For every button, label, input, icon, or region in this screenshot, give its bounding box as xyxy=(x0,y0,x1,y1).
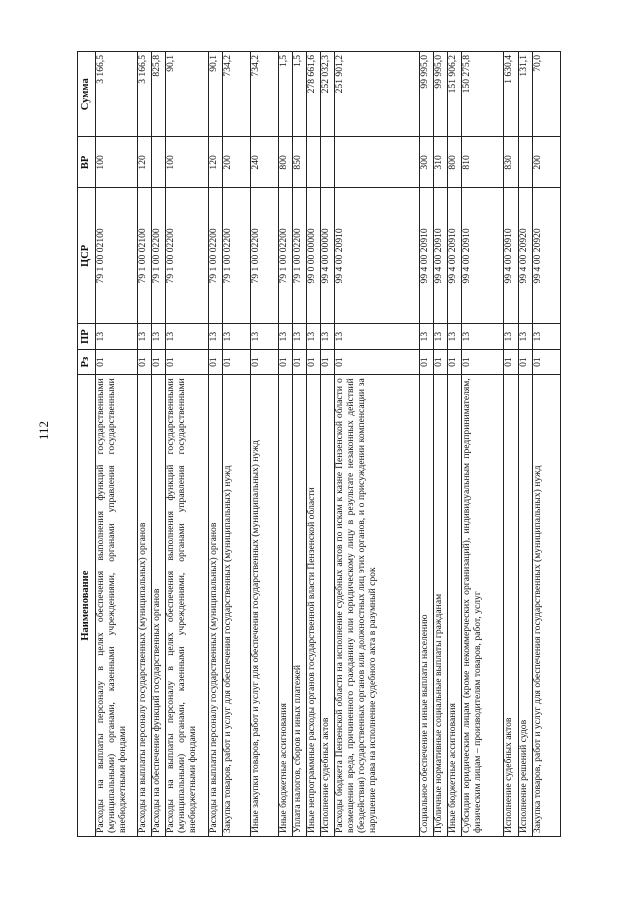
row-csr: 99 4 00 00000 xyxy=(321,188,335,324)
row-sum: 99 995,0 xyxy=(419,52,433,137)
row-pr: 13 xyxy=(321,324,335,349)
row-rz: 01 xyxy=(250,349,278,374)
row-rz: 01 xyxy=(166,349,208,374)
row-csr: 99 4 00 20920 xyxy=(518,188,532,324)
row-name: Исполнение судебных актов xyxy=(321,375,335,837)
row-csr: 99 4 00 20910 xyxy=(462,188,504,324)
row-name: Иные бюджетные ассигнования xyxy=(279,375,293,837)
row-pr: 13 xyxy=(307,324,321,349)
row-rz: 01 xyxy=(434,349,448,374)
row-rz: 01 xyxy=(307,349,321,374)
row-csr: 79 1 00 02200 xyxy=(279,188,293,324)
row-pr: 13 xyxy=(518,324,532,349)
row-rz: 01 xyxy=(138,349,152,374)
row-rz: 01 xyxy=(518,349,532,374)
row-name: Расходы на выплаты персоналу государственных (муниципальных) органов xyxy=(138,375,152,837)
row-csr: 99 4 00 20910 xyxy=(448,188,462,324)
row-rz: 01 xyxy=(293,349,307,374)
row-name: Исполнение судебных актов xyxy=(504,375,518,837)
row-rz: 01 xyxy=(448,349,462,374)
row-rz: 01 xyxy=(208,349,222,374)
row-vr: 100 xyxy=(96,137,138,188)
row-name: Социальное обеспечение и иные выплаты населению xyxy=(419,375,433,837)
row-pr: 13 xyxy=(419,324,433,349)
row-name: Расходы на выплаты персоналу в целях обеспечения выполнения функций государственными (муниципальными) органами, казенными учреждениями, органами управления государственными внебюджетными фондами xyxy=(96,375,138,837)
table-row xyxy=(434,52,448,837)
row-sum: 99 995,0 xyxy=(434,52,448,137)
row-csr: 79 1 00 02200 xyxy=(250,188,278,324)
column-header-rz: Рз xyxy=(78,349,96,374)
row-sum: 131,1 xyxy=(518,52,532,137)
column-header-vr: ВР xyxy=(78,137,96,188)
row-name: Иные непрограммные расходы органов государственной власти Пензенской области xyxy=(307,375,321,837)
table-row xyxy=(166,52,208,837)
row-vr: 200 xyxy=(222,137,250,188)
row-csr: 99 0 00 00000 xyxy=(307,188,321,324)
row-csr: 79 1 00 02200 xyxy=(222,188,250,324)
row-csr: 99 4 00 20910 xyxy=(335,188,420,324)
table-row xyxy=(307,52,321,837)
budget-table xyxy=(77,51,561,837)
row-csr: 99 4 00 20910 xyxy=(434,188,448,324)
row-pr: 13 xyxy=(279,324,293,349)
table-row xyxy=(279,52,293,837)
row-csr: 79 1 00 02200 xyxy=(208,188,222,324)
row-rz: 01 xyxy=(462,349,504,374)
table-row xyxy=(293,52,307,837)
row-vr: 200 xyxy=(532,137,560,188)
row-rz: 01 xyxy=(96,349,138,374)
row-sum: 734,2 xyxy=(222,52,250,137)
row-vr xyxy=(152,137,166,188)
row-sum: 90,1 xyxy=(208,52,222,137)
row-csr: 99 4 00 20920 xyxy=(532,188,560,324)
row-rz: 01 xyxy=(321,349,335,374)
row-name: Расходы на выплаты персоналу государственных (муниципальных) органов xyxy=(208,375,222,837)
row-csr: 79 1 00 02200 xyxy=(293,188,307,324)
row-rz: 01 xyxy=(335,349,420,374)
row-csr: 79 1 00 02200 xyxy=(166,188,208,324)
row-csr: 79 1 00 02100 xyxy=(138,188,152,324)
row-sum: 151 906,2 xyxy=(448,52,462,137)
table-row xyxy=(250,52,278,837)
table-row xyxy=(96,52,138,837)
table-header-row xyxy=(78,52,96,837)
row-name: Закупка товаров, работ и услуг для обеспечения государственных (муниципальных) нужд xyxy=(532,375,560,837)
row-sum: 1,5 xyxy=(279,52,293,137)
row-pr: 13 xyxy=(532,324,560,349)
row-rz: 01 xyxy=(279,349,293,374)
row-sum: 3 166,5 xyxy=(96,52,138,137)
row-pr: 13 xyxy=(152,324,166,349)
row-name: Уплата налогов, сборов и иных платежей xyxy=(293,375,307,837)
row-sum: 1 630,4 xyxy=(504,52,518,137)
row-vr: 100 xyxy=(166,137,208,188)
row-vr: 120 xyxy=(208,137,222,188)
table-row xyxy=(462,52,504,837)
row-sum: 252 032,3 xyxy=(321,52,335,137)
column-header-pr: ПР xyxy=(78,324,96,349)
column-header-csr: ЦСР xyxy=(78,188,96,324)
row-vr: 240 xyxy=(250,137,278,188)
row-name: Субсидии юридическим лицам (кроме некоммерческих организаций), индивидуальным предпринимателям, физическим лицам – производителям товаров, работ, услуг xyxy=(462,375,504,837)
row-vr: 810 xyxy=(462,137,504,188)
column-header-sum: Сумма xyxy=(78,52,96,137)
row-name: Публичные нормативные социальные выплаты гражданам xyxy=(434,375,448,837)
table-row xyxy=(335,52,420,837)
page-number: 112 xyxy=(36,420,51,440)
row-pr: 13 xyxy=(96,324,138,349)
table-row xyxy=(138,52,152,837)
row-pr: 13 xyxy=(448,324,462,349)
budget-table-frame xyxy=(77,51,561,837)
row-vr xyxy=(307,137,321,188)
row-vr: 120 xyxy=(138,137,152,188)
row-pr: 13 xyxy=(504,324,518,349)
row-pr: 13 xyxy=(293,324,307,349)
row-vr xyxy=(518,137,532,188)
row-name: Иные закупки товаров, работ и услуг для обеспечения государственных (муниципальных) нужд xyxy=(250,375,278,837)
row-pr: 13 xyxy=(335,324,420,349)
row-vr: 850 xyxy=(293,137,307,188)
row-name: Расходы на выплаты персоналу в целях обеспечения выполнения функций государственными (муниципальными) органами, казенными учреждениями, органами управления государственными внебюджетными фондами xyxy=(166,375,208,837)
row-sum: 734,2 xyxy=(250,52,278,137)
row-pr: 13 xyxy=(138,324,152,349)
row-name: Расходы бюджета Пензенской области на исполнение судебных актов по искам к казне Пензенской области о возмещении вреда, причиненного гражданину или юридическому лицу в результате незаконных действий (бездействия) государственных органов или должностных лиц этих органов, и о присуждении компенсации за нарушение права на исполнение судебного акта в разумный срок xyxy=(335,375,420,837)
row-csr: 79 1 00 02200 xyxy=(152,188,166,324)
row-sum: 251 901,2 xyxy=(335,52,420,137)
row-sum: 3 166,5 xyxy=(138,52,152,137)
row-csr: 79 1 00 02100 xyxy=(96,188,138,324)
row-vr: 800 xyxy=(279,137,293,188)
row-pr: 13 xyxy=(434,324,448,349)
row-pr: 13 xyxy=(250,324,278,349)
table-row xyxy=(532,52,560,837)
table-row xyxy=(504,52,518,837)
row-vr: 830 xyxy=(504,137,518,188)
row-vr xyxy=(321,137,335,188)
table-row xyxy=(321,52,335,837)
row-pr: 13 xyxy=(462,324,504,349)
row-rz: 01 xyxy=(222,349,250,374)
row-name: Иные бюджетные ассигнования xyxy=(448,375,462,837)
row-rz: 01 xyxy=(504,349,518,374)
table-row xyxy=(222,52,250,837)
row-sum: 90,1 xyxy=(166,52,208,137)
row-rz: 01 xyxy=(152,349,166,374)
row-csr: 99 4 00 20910 xyxy=(504,188,518,324)
row-csr: 99 4 00 20910 xyxy=(419,188,433,324)
row-sum: 70,0 xyxy=(532,52,560,137)
table-row xyxy=(152,52,166,837)
row-name: Закупка товаров, работ и услуг для обеспечения государственных (муниципальных) нужд xyxy=(222,375,250,837)
column-header-name: Наименование xyxy=(78,375,96,837)
table-row xyxy=(419,52,433,837)
row-pr: 13 xyxy=(208,324,222,349)
row-vr: 310 xyxy=(434,137,448,188)
row-rz: 01 xyxy=(419,349,433,374)
table-row xyxy=(208,52,222,837)
row-pr: 13 xyxy=(222,324,250,349)
row-sum: 278 661,6 xyxy=(307,52,321,137)
row-vr: 300 xyxy=(419,137,433,188)
row-vr xyxy=(335,137,420,188)
row-rz: 01 xyxy=(532,349,560,374)
row-sum: 150 275,8 xyxy=(462,52,504,137)
row-pr: 13 xyxy=(166,324,208,349)
row-sum: 825,8 xyxy=(152,52,166,137)
table-row xyxy=(448,52,462,837)
table-row xyxy=(518,52,532,837)
row-name: Расходы на обеспечение функций государственных органов xyxy=(152,375,166,837)
row-sum: 1,5 xyxy=(293,52,307,137)
row-vr: 800 xyxy=(448,137,462,188)
row-name: Исполнение решений судов xyxy=(518,375,532,837)
